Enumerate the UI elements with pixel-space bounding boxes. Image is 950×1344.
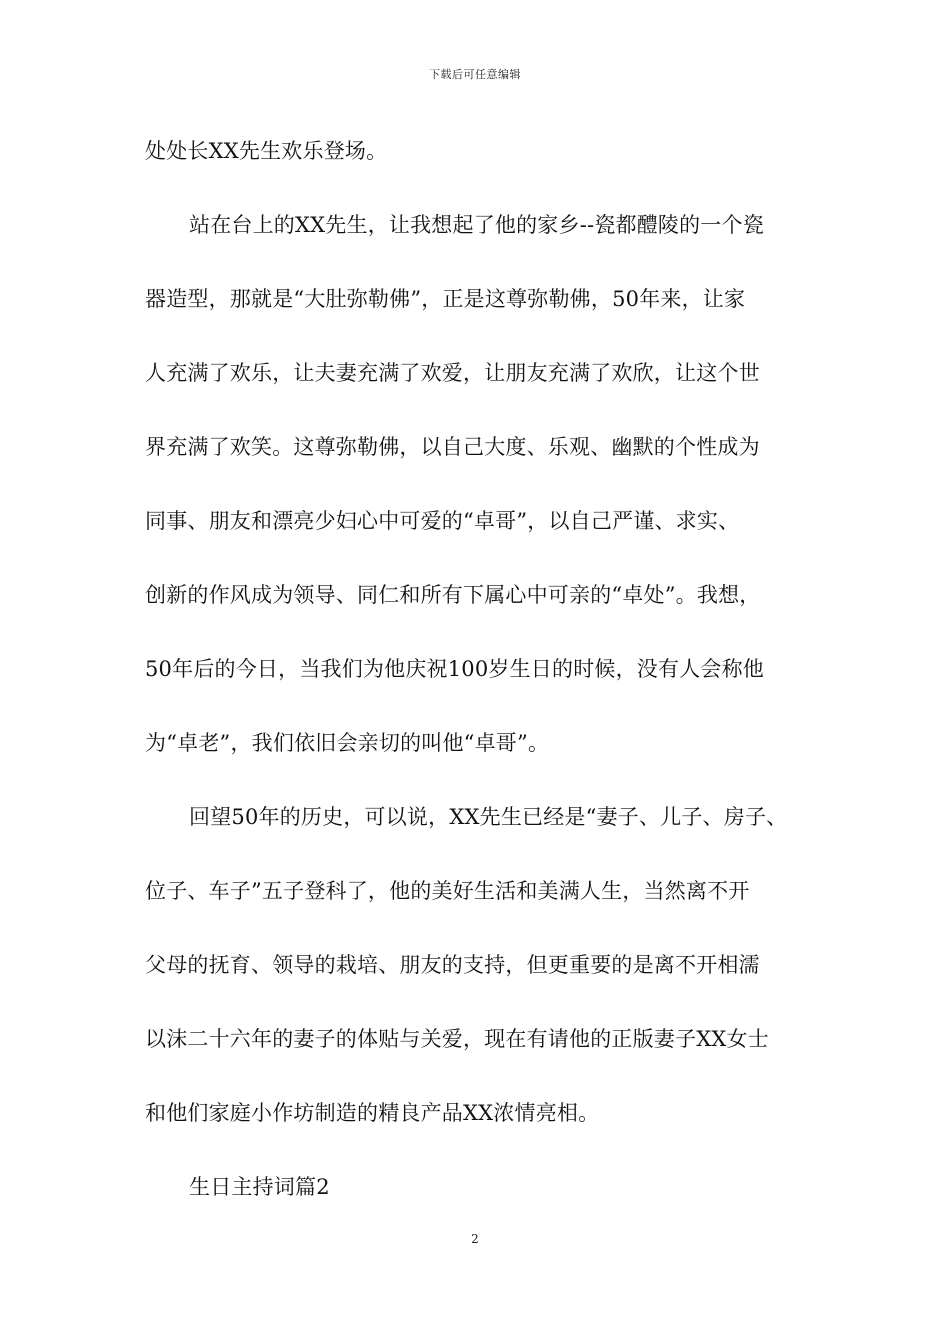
paragraph-line: 父母的抚育、领导的栽培、朋友的支持，但更重要的是离不开相濡 bbox=[145, 953, 760, 977]
paragraph-line: 为“卓老”，我们依旧会亲切的叫他“卓哥”。 bbox=[145, 731, 550, 755]
paragraph-line: 站在台上的XX先生，让我想起了他的家乡--瓷都醴陵的一个瓷 bbox=[189, 213, 764, 237]
paragraph-line: 处处长XX先生欢乐登场。 bbox=[145, 139, 388, 163]
paragraph-line: 同事、朋友和漂亮少妇心中可爱的“卓哥”，以自己严谨、求实、 bbox=[145, 509, 740, 533]
section-heading: 生日主持词篇2 bbox=[189, 1175, 330, 1199]
paragraph-line: 以沫二十六年的妻子的体贴与关爱，现在有请他的正版妻子XX女士 bbox=[145, 1027, 769, 1051]
paragraph-line: 50年后的今日，当我们为他庆祝100岁生日的时候，没有人会称他 bbox=[145, 657, 765, 681]
page-number: 2 bbox=[471, 1232, 479, 1246]
paragraph-line: 回望50年的历史，可以说，XX先生已经是“妻子、儿子、房子、 bbox=[189, 805, 788, 829]
paragraph-line: 创新的作风成为领导、同仁和所有下属心中可亲的“卓处”。我想， bbox=[145, 583, 761, 607]
paragraph-line: 界充满了欢笑。这尊弥勒佛，以自己大度、乐观、幽默的个性成为 bbox=[145, 435, 760, 459]
paragraph-line: 和他们家庭小作坊制造的精良产品XX浓情亮相。 bbox=[145, 1101, 600, 1125]
paragraph-line: 位子、车子”五子登科了，他的美好生活和美满人生，当然离不开 bbox=[145, 879, 750, 903]
paragraph-line: 器造型，那就是“大肚弥勒佛”，正是这尊弥勒佛，50年来，让家 bbox=[145, 287, 746, 311]
page-header: 下载后可任意编辑 bbox=[429, 68, 521, 81]
paragraph-line: 人充满了欢乐，让夫妻充满了欢爱，让朋友充满了欢欣，让这个世 bbox=[145, 361, 760, 385]
